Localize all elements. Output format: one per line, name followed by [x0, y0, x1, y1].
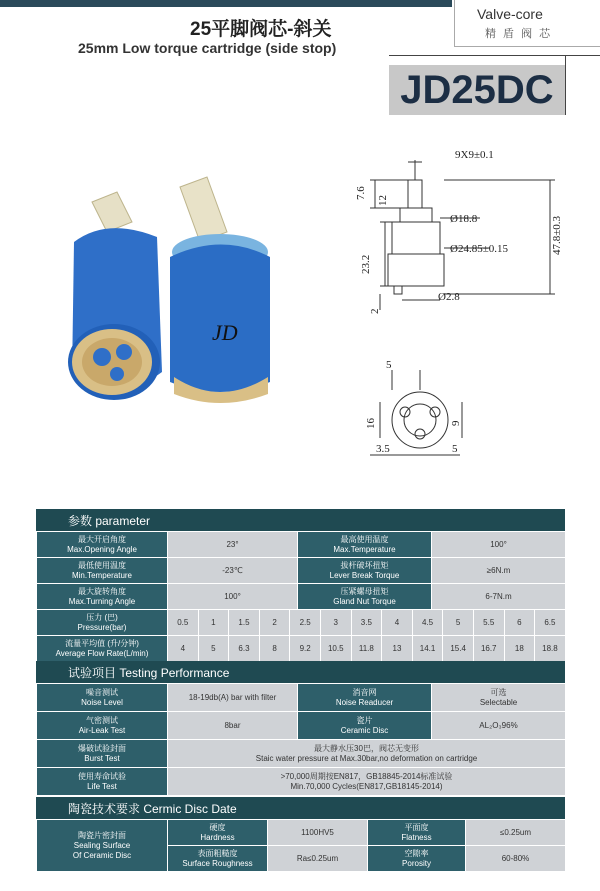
testing-table [36, 683, 566, 796]
dim-label: 5 [386, 359, 392, 371]
label-cell: 压力 (巴) Pressure(bar) [37, 610, 168, 636]
section-parameter: 参数 parameter [36, 509, 565, 531]
table-row [37, 768, 566, 796]
value-cell: 100° [432, 532, 566, 558]
dim-label: 3.5 [376, 443, 390, 455]
cartridge-left [68, 192, 162, 400]
pressure-value: 5.5 [473, 610, 504, 636]
label-cell: 使用寿命试验 Life Test [37, 768, 168, 796]
section-testing: 试验项目 Testing Performance [36, 661, 565, 683]
dim-label: 2 [369, 308, 381, 314]
label-cell: 空隙率 Porosity [368, 846, 466, 872]
label-cell: 噪音测试 Noise Level [37, 684, 168, 712]
dim-label: 16 [365, 418, 377, 429]
label-cell: 硬度 Hardness [168, 820, 268, 846]
divider [389, 55, 600, 56]
parameter-table [36, 531, 566, 610]
pressure-value: 6.5 [535, 610, 566, 636]
dim-label: 9 [450, 420, 462, 426]
section-ceramic: 陶瓷技术要求 Cermic Disc Date [36, 797, 565, 819]
label-cell: 压紧螺母扭矩 Gland Nut Torque [298, 584, 432, 610]
flow-value: 16.7 [473, 636, 504, 662]
flow-value: 14.1 [412, 636, 443, 662]
pressure-value: 1.5 [229, 610, 260, 636]
dim-label: 23.2 [360, 254, 372, 274]
label-cell: 爆破试验封面 Burst Test [37, 740, 168, 768]
pressure-value: 1 [198, 610, 229, 636]
flow-value: 9.2 [290, 636, 321, 662]
table-row [37, 584, 566, 610]
pressure-value: 2 [259, 610, 290, 636]
value-cell: 23° [168, 532, 298, 558]
table-row [37, 532, 566, 558]
dim-label: Ø2.8 [438, 291, 460, 303]
value-cell: 60-80% [466, 846, 566, 872]
product-photo [62, 162, 292, 412]
dim-label: 9X9±0.1 [455, 149, 494, 161]
label-cell: 最低使用温度 Min.Temperature [37, 558, 168, 584]
table-row [37, 712, 566, 740]
label-cell: 流量平均值 (升/分钟) Average Flow Rate(L/min) [37, 636, 168, 662]
engraving-text: JD [212, 320, 238, 345]
label-cell: 最大旋转角度 Max.Turning Angle [37, 584, 168, 610]
label-cell: 消音网 Noise Readucer [298, 684, 432, 712]
flow-value: 13 [382, 636, 413, 662]
brand-name-en: Valve-core [477, 6, 543, 22]
label-cell: 拔杆破坏扭矩 Lever Break Torque [298, 558, 432, 584]
table-row [37, 684, 566, 712]
top-bar [0, 0, 452, 7]
page-title: 25平脚阀芯-斜关 [190, 19, 332, 40]
value-cell: 18-19db(A) bar with filter [168, 684, 298, 712]
pressure-value: 3 [320, 610, 351, 636]
flow-value: 15.4 [443, 636, 474, 662]
value-cell: Ra≤0.25um [268, 846, 368, 872]
value-cell: 最大静水压30巴，阀芯无变形 Staic water pressure at Max.30bar,no deformation on cartridge [168, 740, 566, 768]
dim-label: 5 [452, 443, 458, 455]
table-row [37, 740, 566, 768]
flow-value: 11.8 [351, 636, 382, 662]
flow-value: 10.5 [320, 636, 351, 662]
dim-label: 47.8±0.3 [551, 215, 563, 255]
technical-drawing [350, 140, 580, 470]
value-cell: ≤0.25um [466, 820, 566, 846]
value-cell: 100° [168, 584, 298, 610]
pressure-value: 3.5 [351, 610, 382, 636]
value-cell: 可选 Selectable [432, 684, 566, 712]
label-cell: 陶瓷片密封面 Sealing Surface Of Ceramic Disc [37, 820, 168, 872]
dim-label: 7.6 [355, 186, 367, 200]
label-cell: 最大开启角度 Max.Opening Angle [37, 532, 168, 558]
pressure-value: 6 [504, 610, 535, 636]
page-subtitle: 25mm Low torque cartridge (side stop) [78, 40, 337, 56]
value-cell: 8bar [168, 712, 298, 740]
divider [565, 55, 566, 115]
value-cell: 6-7N.m [432, 584, 566, 610]
label-cell: 气密测试 Air-Leak Test [37, 712, 168, 740]
pressure-value: 2.5 [290, 610, 321, 636]
pressure-value: 4.5 [412, 610, 443, 636]
model-number: JD25DC [389, 65, 565, 115]
flow-value: 6.3 [229, 636, 260, 662]
value-cell: -23℃ [168, 558, 298, 584]
value-cell: AL₂O₃96% [432, 712, 566, 740]
flow-value: 18 [504, 636, 535, 662]
table-row [37, 558, 566, 584]
label-cell: 表面粗糙度 Surface Roughness [168, 846, 268, 872]
pressure-value: 4 [382, 610, 413, 636]
value-cell: ≥6N.m [432, 558, 566, 584]
dim-label: 12 [377, 195, 389, 206]
ceramic-table [36, 819, 566, 872]
flow-value: 5 [198, 636, 229, 662]
flow-value: 8 [259, 636, 290, 662]
flow-value: 4 [168, 636, 199, 662]
value-cell: 1100HV5 [268, 820, 368, 846]
flow-table [36, 609, 566, 662]
flow-row [37, 636, 566, 662]
dim-label: Ø18.8 [450, 213, 478, 225]
label-cell: 平面度 Flatness [368, 820, 466, 846]
brand-name-cn: 精 盾 阀 芯 [485, 28, 553, 40]
flow-value: 18.8 [535, 636, 566, 662]
label-cell: 瓷片 Ceramic Disc [298, 712, 432, 740]
pressure-value: 5 [443, 610, 474, 636]
value-cell: >70,000周期按EN817，GB18845-2014标准试验 Min.70,000 Cycles(EN817,GB18145-2014) [168, 768, 566, 796]
dim-label: Ø24.85±0.15 [450, 243, 508, 255]
label-cell: 最高使用温度 Max.Temperature [298, 532, 432, 558]
pressure-value: 0.5 [168, 610, 199, 636]
pressure-row [37, 610, 566, 636]
table-row [37, 820, 566, 846]
cartridge-right [170, 177, 270, 403]
brand-box [454, 0, 600, 47]
